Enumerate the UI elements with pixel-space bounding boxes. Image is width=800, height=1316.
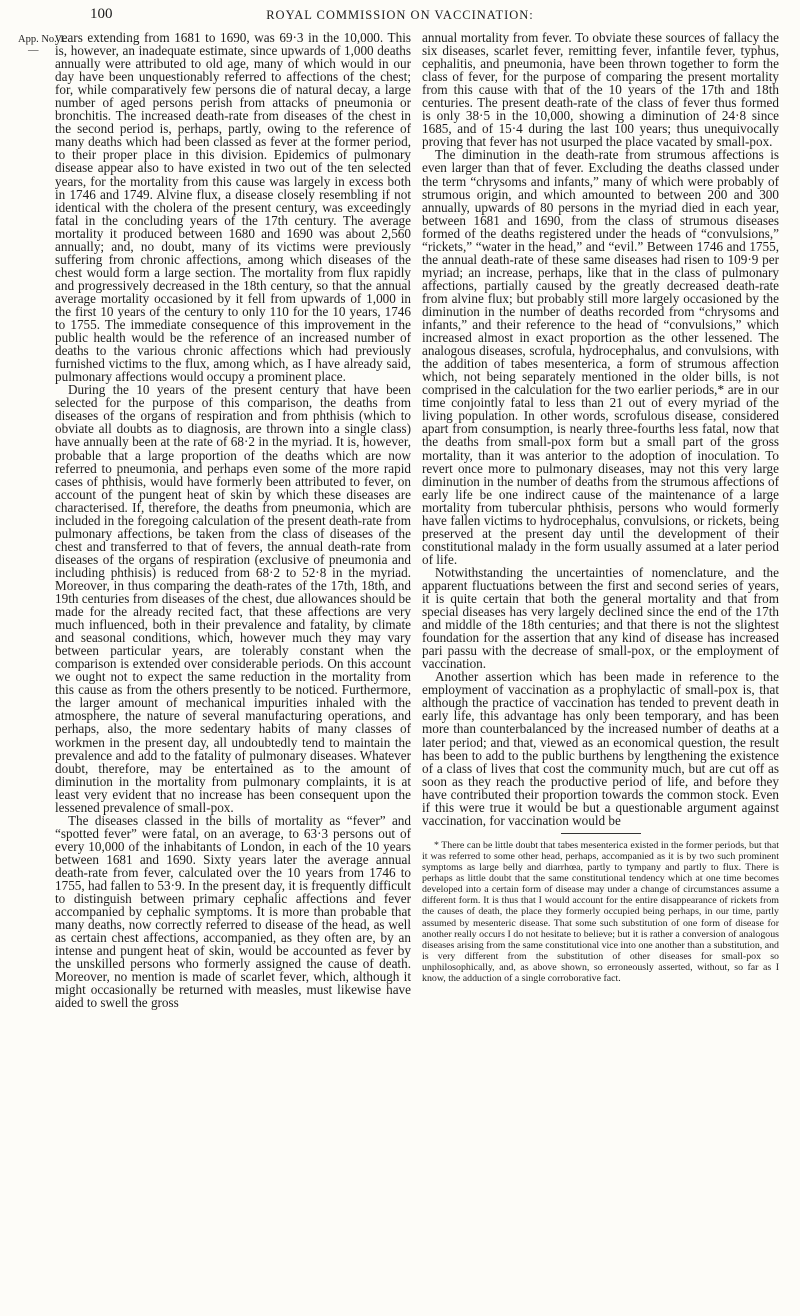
paragraph: During the 10 years of the present century that have been selected for the purpose of this comparison, the deaths from diseases of the organs of respiration and from phthisis (which to obviate all doubts as to diagnosis, are thrown into a single class) have annually been at the rate of 68·2 in the myriad. It is, however, probable that a large proportion of the deaths which are now referred to pneumonia, and perhaps even some of the more rapid cases of phthisis, would have formerly been attributed to fever, on account of the pungent heat of skin by which these diseases are characterised. If, therefore, the deaths from pneumonia, which are included in the foregoing calculation of the present death-rate from pulmonary affections, be taken from the class of diseases of the chest and transferred to that of fevers, the annual death-rate from diseases of the organs of respiration (exclusive of pneumonia and including phthisis) is reduced from 68·2 to 52·8 in the myriad. Moreover, in thus comparing the death-rates of the 17th, 18th, and 19th centuries from diseases of the chest, due allowances should be made for the already recited fact, that these affections are very much influenced, both in their prevalence and fatality, by climate and seasonal conditions, which, however much they may vary between particular years, are tolerably constant when the comparison is extended over considerable periods. On this account we ought not to expect the same reduction in the mortality from this cause as from the others presently to be noticed. Furthermore, the larger amount of mechanical impurities inhaled with the atmosphere, the nature of several manufacturing operations, and perhaps, also, the more sedentary habits of many classes of workmen in the present day, all undoubtedly tend to maintain the prevalence and add to the fatality of pulmonary diseases. Whatever doubt, therefore, may be entertained as to the amount of diminution in the mortality from pulmonary complaints, it is at least very evident that no increase has been consequent upon the lessened prevalence of small-pox.	[55, 382, 411, 815]
paragraph: Notwithstanding the uncertainties of nomenclature, and the apparent fluctuations between the first and second series of years, it is quite certain that both the general mortality and that from special diseases has very largely declined since the end of the 17th and middle of the 18th centuries; and that there is not the slightest foundation for the assertion that any kind of disease has increased pari passu with the decrease of small-pox, or the employment of vaccination.	[422, 564, 779, 672]
footnote-divider	[561, 833, 641, 834]
appendix-label: App. No. 1.	[18, 34, 68, 45]
page-number: 100	[90, 6, 113, 22]
paragraph: annual mortality from fever. To obviate these sources of fallacy the six diseases, scarlet fever, remitting fever, infantile fever, typhus, cephalitis, and pneumonia, have been thrown together to form the class of fever, for the purpose of comparing the present mortality from this cause with that of the 10 years of the 17th and 18th centuries. The present death-rate of the class of fever thus formed is only 38·5 in the 10,000, showing a diminution of 24·8 since 1685, and of 15·4 during the last 100 years; thus unequivocally proving that fever has not usurped the place vacated by small-pox.	[422, 30, 779, 150]
running-head: ROYAL COMMISSION ON VACCINATION:	[266, 8, 534, 22]
paragraph: years extending from 1681 to 1690, was 69·3 in the 10,000. This is, however, an inadequate estimate, since upwards of 1,000 deaths annually were attributed to old age, many of which would in our day have been unquestionably referred to affections of the chest; for, while comparatively few persons die of natural decay, a large number of aged persons perish from attacks of pneumonia or bronchitis. The increased death-rate from diseases of the chest in the second period is, perhaps, partly, owing to the reference of many deaths which had been classed as fever at the former period, to their proper place in this division. Epidemics of pulmonary disease appear also to have existed in two out of the ten selected years, for the mortality from this cause was largely in excess both in 1746 and 1749. Alvine flux, a disease closely resembling if not identical with the cholera of the present century, was exceedingly fatal in the concluding years of the 17th century. The average mortality it produced between 1680 and 1690 was about 2,560 annually; and, no doubt, many of its victims were previously suffering from chronic affections, among which diseases of the chest would form a large section. The mortality from flux rapidly and progressively decreased in the 18th century, so that the annual average mortality occasioned by it fell from upwards of 1,000 in the first 10 years of the century to only 110 for the 10 years, 1746 to 1755. The immediate consequence of this improvement in the public health would be the reference of an increased number of deaths to the various chronic affections which had previously furnished victims to the flux, among which, as I have already said, pulmonary affections would occupy a prominent place.	[55, 30, 411, 385]
paragraph: The diminution in the death-rate from strumous affections is even larger than that of fever. Excluding the deaths classed under the term “chrysoms and infants,” many of which were probably of strumous origin, and which amounted to between 200 and 300 annually, upwards of 80 persons in the myriad died in each year, between 1681 and 1690, from the class of strumous diseases formed of the deaths registered under the heads of “convulsions,” “rickets,” “water in the head,” and “evil.” Between 1746 and 1755, the annual death-rate of these same diseases had risen to 109·9 per myriad; an increase, perhaps, like that in the class of pulmonary affections, partially caused by the greatly decreased death-rate from alvine flux; but probably still more largely occasioned by the diminution in the number of deaths recorded from “chrysoms and infants,” and their reference to the head of “convulsions,” which increased almost in exact proportion as the other lessened. The analogous diseases, scrofula, hydrocephalus, and convulsions, with the addition of tabes mesenterica, a form of strumous affection which, not being separately mentioned in the older bills, is not comprised in the calculation for the two earlier periods,* are in our time conjointly fatal to less than 21 out of every myriad of the living population. In other words, scrofulous disease, considered apart from consumption, is nearly three-fourths less fatal, now that the deaths from small-pox form but a small part of the gross mortality, than it was anterior to the adoption of inoculation. To revert once more to pulmonary diseases, may not this very large diminution in the number of deaths from the strumous affections of early life be one indirect cause of the maintenance of a large mortality from tubercular phthisis, persons who would formerly have fallen victims to hydrocephalus, convulsions, or rickets, being preserved at the present day until the development of their constitutional malady in the form usually assumed at a later period of life.	[422, 147, 779, 567]
right-column	[422, 31, 779, 984]
footnote-text: * There can be little doubt that tabes mesenterica existed in the former periods, but that it was referred to some other head, perhaps, accompanied as it is by two such prominent symptoms as large belly and diarrhœa, partly to tympany and partly to flux. There is perhaps as little doubt that the same constitutional tendency which at one time becomes developed into a certain form of disease may under a change of circumstances assume a different form. It is thus that I would account for the entire disappearance of rickets from the causes of death, the place they formerly occupied being perhaps, in our time, partly assumed by mesenteric disease. That some such substitution of one form of disease for another really occurs I do not hesitate to believe; but it is rather a conversion of analogous diseases arising from the same constitutional vice into one another than a substitution, and is very different from the substitution of other diseases for small-pox so unphilosophically, and, as above shown, so erroneously asserted, without, so far as I know, the adduction of a single corroborative fact.	[422, 839, 779, 984]
paragraph: Another assertion which has been made in reference to the employment of vaccination as a prophylactic of small-pox is, that although the practice of vaccination has tended to prevent death in early life, this advantage has only been temporary, and has been more than counterbalanced by the increased number of deaths at a later period; and that, viewed as an economical question, the result has been to add to the public burthens by lengthening the existence of a class of lives that cost the community much, but are cut off as soon as they reach the productive period of life, and before they have contributed their proportion towards the common stock. Even if this were true it would be but a questionable argument against vaccination, for vaccination would be	[422, 669, 779, 828]
footnote	[422, 840, 779, 984]
left-column	[55, 31, 411, 1010]
paragraph: The diseases classed in the bills of mortality as “fever” and “spotted fever” were fatal, on an average, to 63·3 persons out of every 10,000 of the inhabitants of London, in each of the 10 years between 1681 and 1690. Sixty years later the average annual death-rate from fever, calculated over the 10 years from 1746 to 1755, had fallen to 53·9. In the present day, it is frequently difficult to distinguish between primary cephalic affections and fever accompanied by cephalic symptoms. It is more than probable that many deaths, now correctly referred to disease of the head, as well as certain chest affections, accompanied, as they often are, by an intense and pungent heat of skin, would be accounted as fever by the unskilled persons who formerly assigned the cause of death. Moreover, no mention is made of scarlet fever, which, although it might occasionally be returned with measles, must likewise have aided to swell the gross	[55, 812, 411, 1011]
margin-dash: —	[28, 45, 39, 56]
page-header	[0, 6, 800, 28]
